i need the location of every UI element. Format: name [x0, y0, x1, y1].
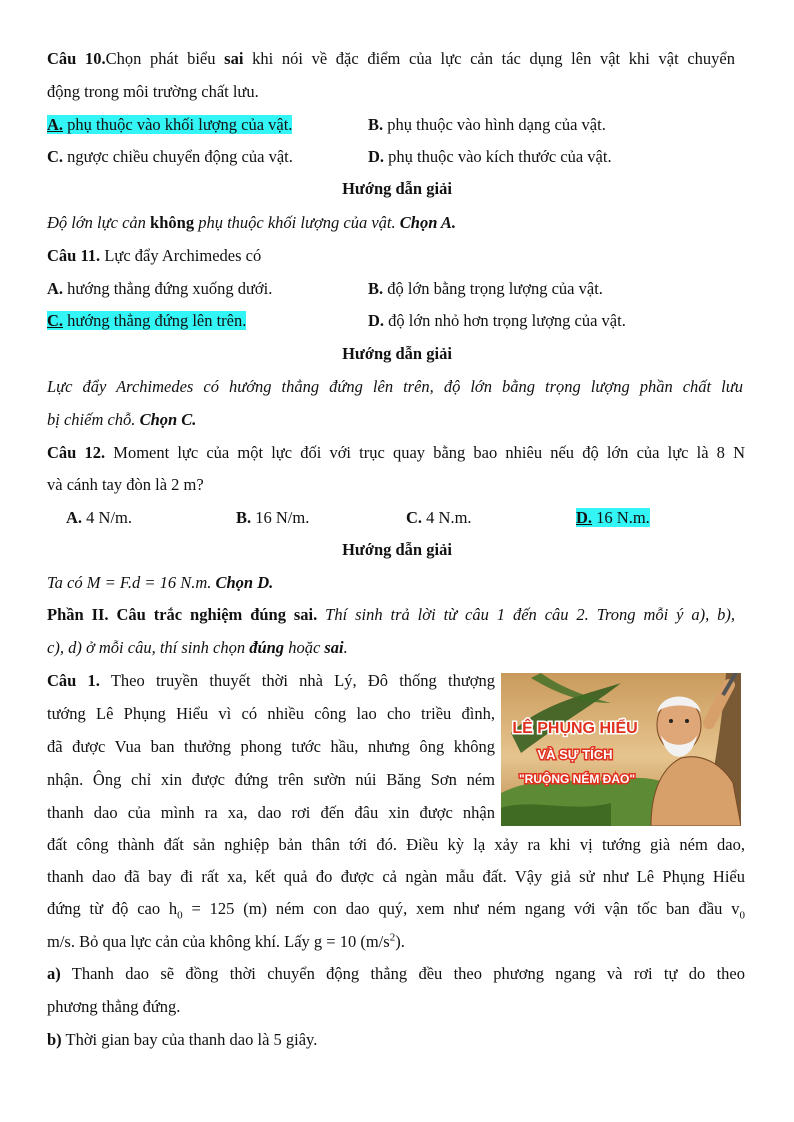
q1-line2: tướng Lê Phụng Hiểu vì có nhiều công lao cho triều đình, [47, 704, 495, 723]
q1-statement-b: b) Thời gian bay của thanh dao là 5 giây. [47, 1030, 318, 1049]
q12-option-a[interactable]: A. 4 N/m. [66, 508, 133, 527]
le-phung-hieu-illustration [501, 673, 741, 826]
q11-option-b[interactable]: B. độ lớn bằng trọng lượng của vật. [368, 279, 603, 298]
q1-line1: Câu 1. Theo truyền thuyết thời nhà Lý, Đô thống thượng [47, 671, 495, 690]
illustration-svg [501, 673, 741, 826]
q10-guide-title: Hướng dẫn giải [342, 179, 452, 198]
svg-text:LÊ PHỤNG HIỂU: LÊ PHỤNG HIỂU [512, 720, 638, 737]
q1-line9: m/s. Bỏ qua lực cản của không khí. Lấy g = 10 $(m/s^2)$. [47, 931, 405, 951]
q1-line4: nhận. Ông chỉ xin được đứng trên sườn núi Băng Sơn ném [47, 770, 495, 789]
q11-label: Câu 11. [47, 246, 101, 265]
q10-option-b[interactable]: B. phụ thuộc vào hình dạng của vật. [368, 115, 606, 134]
q11-solution-line2: bị chiếm chỗ. Chọn C. [47, 410, 197, 429]
q1-line5: thanh dao của mình ra xa, dao rơi đến đâu xin được nhận [47, 803, 495, 822]
q1-label: Câu 1. [47, 671, 100, 690]
part2-instructions: c), d) ở mỗi câu, thí sinh chọn đúng hoặc sai. [47, 638, 348, 657]
q1-line7: thanh dao đã bay đi rất xa, kết quả đo được cả ngàn mẫu đất. Vậy giả sử như Lê Phụng Hiểu [47, 867, 745, 886]
q12-option-b[interactable]: B. 16 N/m. [236, 508, 310, 527]
q10-option-a[interactable]: A. phụ thuộc vào khối lượng của vật. [47, 115, 293, 134]
svg-text:"RUỘNG NÉM ĐAO": "RUỘNG NÉM ĐAO" [518, 772, 636, 786]
q10-option-c[interactable]: C. ngược chiều chuyển động của vật. [47, 147, 293, 166]
q10-stem-line1: Câu 10.Chọn phát biểu sai khi nói về đặc điểm của lực cản tác dụng lên vật khi vật chuyển [47, 49, 735, 68]
q11-stem: Câu 11. Lực đẩy Archimedes có [47, 246, 262, 265]
q11-option-a[interactable]: A. hướng thẳng đứng xuống dưới. [47, 279, 273, 298]
part2-title: Phần II. Câu trắc nghiệm đúng sai. [47, 605, 318, 624]
q10-stem-line2: động trong môi trường chất lưu. [47, 82, 259, 101]
q12-guide-title: Hướng dẫn giải [342, 540, 452, 559]
q12-solution: Ta có M = F.d = 16 N.m. Chọn D. [47, 573, 274, 592]
q1-line3: đã được Vua ban thưởng phong tước hầu, nhưng ông không [47, 737, 495, 756]
q11-option-d[interactable]: D. độ lớn nhỏ hơn trọng lượng của vật. [368, 311, 626, 330]
q11-guide-title: Hướng dẫn giải [342, 344, 452, 363]
q12-stem-line1: Câu 12. Moment lực của một lực đối với trục quay bằng bao nhiêu nếu độ lớn của lực là 8 N [47, 443, 745, 462]
q1-line8: đứng từ độ cao $h_0 = 125$ (m) ném con dao quý, xem như ném ngang với vận tốc ban đầu $v_0$ [47, 899, 746, 922]
q1-statement-a-line2: phương thẳng đứng. [47, 997, 181, 1016]
q10-label: Câu 10. [47, 49, 106, 68]
q11-option-c[interactable]: C. hướng thẳng đứng lên trên. [47, 311, 247, 330]
q10-solution: Độ lớn lực cản không phụ thuộc khối lượng của vật. Chọn A. [47, 213, 457, 232]
q10-option-d[interactable]: D. phụ thuộc vào kích thước của vật. [368, 147, 612, 166]
q12-label: Câu 12. [47, 443, 106, 462]
q1-statement-a-line1: a) Thanh dao sẽ đồng thời chuyển động thẳng đều theo phương ngang và rơi tự do theo [47, 964, 745, 983]
svg-text:VÀ SỰ TÍCH: VÀ SỰ TÍCH [537, 747, 613, 762]
q1-line6: đất công thành đất sản nghiệp bản thân tới đó. Điều kỳ lạ xảy ra khi vị tướng già ném dao, [47, 835, 745, 854]
q12-stem-line2: và cánh tay đòn là 2 m? [47, 475, 204, 494]
q12-option-d[interactable]: D. 16 N.m. [576, 508, 650, 527]
q12-option-c[interactable]: C. 4 N.m. [406, 508, 472, 527]
part2-heading: Phần II. Câu trắc nghiệm đúng sai. Thí sinh trả lời từ câu 1 đến câu 2. Trong mỗi ý a), b), [47, 605, 735, 624]
q11-solution-line1: Lực đẩy Archimedes có hướng thẳng đứng lên trên, độ lớn bằng trọng lượng phần chất lưu [47, 377, 743, 396]
